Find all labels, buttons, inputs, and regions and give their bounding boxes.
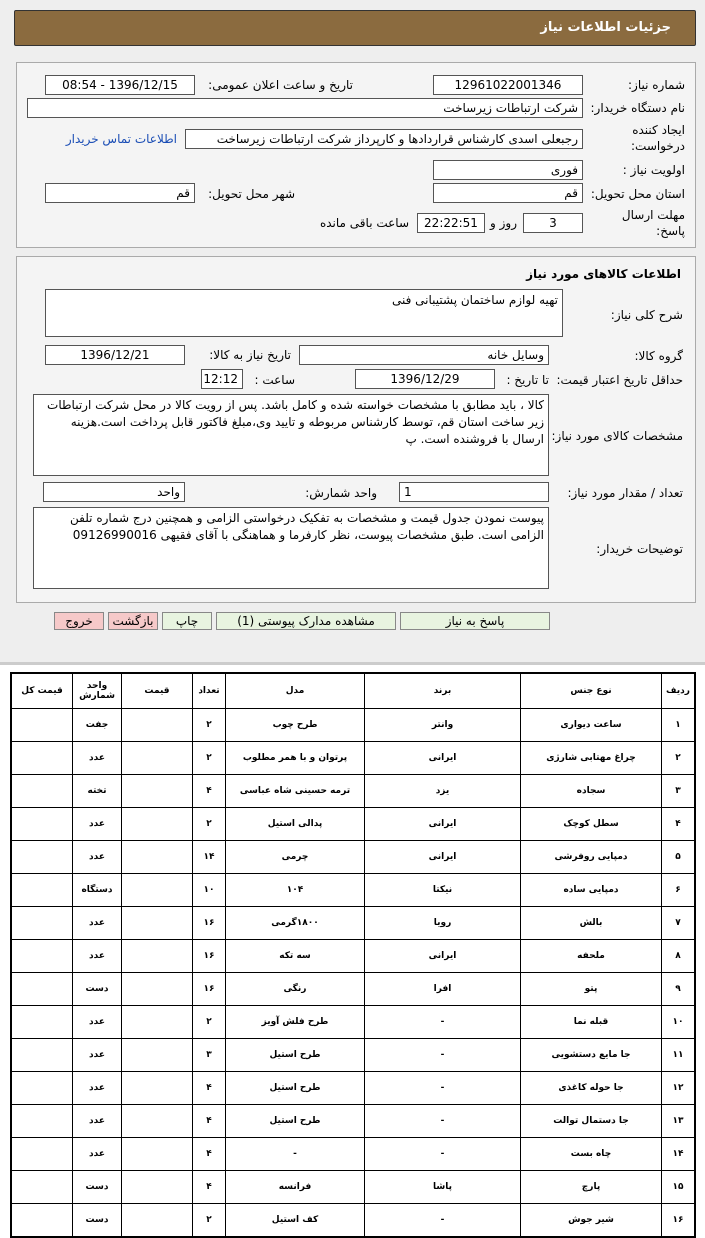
cell-quantity: ۱۶ <box>193 973 226 1006</box>
cell-unit: عدد <box>73 940 122 973</box>
cell-item-type: ساعت دیواری <box>521 709 662 742</box>
cell-row-number: ۵ <box>662 841 696 874</box>
table-row <box>11 1171 695 1204</box>
province-field: قم <box>433 183 583 203</box>
goods-panel <box>16 256 696 603</box>
group-label: گروه کالا: <box>634 349 683 363</box>
qty-label: تعداد / مقدار مورد نیاز: <box>567 486 683 500</box>
cell-row-number: ۱۵ <box>662 1171 696 1204</box>
buyer-org-label: نام دستگاه خریدار: <box>590 101 685 115</box>
deadline-label-2: پاسخ: <box>656 224 685 238</box>
cell-item-type: دمپایی ساده <box>521 874 662 907</box>
cell-item-type: قبله نما <box>521 1006 662 1039</box>
summary-label: شرح کلی نیاز: <box>610 308 683 322</box>
cell-row-number: ۱۴ <box>662 1138 696 1171</box>
print-button[interactable]: چاپ <box>162 612 212 630</box>
cell-total-price <box>11 1204 73 1238</box>
cell-unit: دست <box>73 1171 122 1204</box>
days-field: 3 <box>523 213 583 233</box>
page-header <box>14 10 696 46</box>
cell-quantity: ۴ <box>193 775 226 808</box>
creator-label-1: ایجاد کننده <box>632 123 685 137</box>
cell-row-number: ۱۰ <box>662 1006 696 1039</box>
cell-price <box>122 940 193 973</box>
table-row <box>11 808 695 841</box>
table-row <box>11 1105 695 1138</box>
cell-unit: عدد <box>73 1006 122 1039</box>
cell-item-type: چاه بست <box>521 1138 662 1171</box>
cell-unit: عدد <box>73 907 122 940</box>
cell-brand: نیکتا <box>365 874 521 907</box>
col-model: مدل <box>226 673 365 709</box>
notes-field: پیوست نمودن جدول قیمت و مشخصات به تفکیک درخواستی الزامی و همچنین درج شماره تلفن الزامی است. طبق مشخصات پیوست، نظر کارفرما و هماهنگی با آقای فقیهی 09126990016 <box>33 507 549 589</box>
cell-total-price <box>11 1105 73 1138</box>
cell-item-type: ملحفه <box>521 940 662 973</box>
qty-field: 1 <box>399 482 549 502</box>
cell-model: طرح فلش آویز <box>226 1006 365 1039</box>
cell-unit: جفت <box>73 709 122 742</box>
cell-brand: - <box>365 1204 521 1238</box>
cell-unit: عدد <box>73 1138 122 1171</box>
cell-item-type: شیر جوش <box>521 1204 662 1238</box>
cell-row-number: ۲ <box>662 742 696 775</box>
table-row <box>11 775 695 808</box>
col-unit: واحد شمارش <box>73 673 122 709</box>
cell-total-price <box>11 940 73 973</box>
cell-total-price <box>11 973 73 1006</box>
cell-quantity: ۲ <box>193 808 226 841</box>
cell-model: پدالی استیل <box>226 808 365 841</box>
need-date-field: 1396/12/21 <box>45 345 185 365</box>
cell-total-price <box>11 1006 73 1039</box>
back-button[interactable]: بازگشت <box>108 612 158 630</box>
table-row <box>11 709 695 742</box>
table-row <box>11 1138 695 1171</box>
cell-item-type: جا حوله کاغذی <box>521 1072 662 1105</box>
table-row <box>11 940 695 973</box>
cell-price <box>122 841 193 874</box>
cell-model: طرح استیل <box>226 1072 365 1105</box>
cell-price <box>122 775 193 808</box>
cell-total-price <box>11 874 73 907</box>
cell-unit: عدد <box>73 841 122 874</box>
cell-model: طرح استیل <box>226 1039 365 1072</box>
table-row <box>11 742 695 775</box>
attachments-button[interactable]: مشاهده مدارک پیوستی (1) <box>216 612 396 630</box>
cell-quantity: ۲ <box>193 742 226 775</box>
cell-price <box>122 973 193 1006</box>
exit-button[interactable]: خروج <box>54 612 104 630</box>
cell-model: طرح استیل <box>226 1105 365 1138</box>
col-item-type: نوع جنس <box>521 673 662 709</box>
until-date-field: 1396/12/29 <box>355 369 495 389</box>
cell-item-type: چراغ مهتابی شارژی <box>521 742 662 775</box>
cell-brand: - <box>365 1105 521 1138</box>
cell-model: ۱۰۴ <box>226 874 365 907</box>
goods-section-title: اطلاعات کالاهای مورد نیاز <box>526 267 681 281</box>
cell-quantity: ۱۶ <box>193 940 226 973</box>
province-label: استان محل تحویل: <box>590 187 685 201</box>
cell-row-number: ۱۶ <box>662 1204 696 1238</box>
cell-brand: - <box>365 1039 521 1072</box>
cell-price <box>122 808 193 841</box>
cell-total-price <box>11 775 73 808</box>
notes-label: توضیحات خریدار: <box>596 542 683 556</box>
cell-price <box>122 1171 193 1204</box>
cell-price <box>122 1039 193 1072</box>
cell-price <box>122 742 193 775</box>
cell-row-number: ۱۲ <box>662 1072 696 1105</box>
items-body <box>11 709 695 1238</box>
cell-row-number: ۳ <box>662 775 696 808</box>
table-row <box>11 1006 695 1039</box>
city-label: شهر محل تحویل: <box>208 187 295 201</box>
cell-brand: ایرانی <box>365 940 521 973</box>
cell-model: سه تکه <box>226 940 365 973</box>
col-row-number: ردیف <box>662 673 696 709</box>
table-row <box>11 1039 695 1072</box>
cell-unit: دست <box>73 1204 122 1238</box>
cell-total-price <box>11 808 73 841</box>
cell-brand: - <box>365 1138 521 1171</box>
need-number-label: شماره نیاز: <box>628 78 685 92</box>
cell-model: کف استیل <box>226 1204 365 1238</box>
cell-total-price <box>11 907 73 940</box>
cell-row-number: ۱۱ <box>662 1039 696 1072</box>
cell-total-price <box>11 1171 73 1204</box>
cell-brand: افرا <box>365 973 521 1006</box>
unit-field: واحد <box>43 482 185 502</box>
cell-quantity: ۲ <box>193 1006 226 1039</box>
cell-total-price <box>11 709 73 742</box>
cell-price <box>122 874 193 907</box>
cell-row-number: ۱ <box>662 709 696 742</box>
cell-row-number: ۱۳ <box>662 1105 696 1138</box>
cell-total-price <box>11 1039 73 1072</box>
col-total-price: قیمت کل <box>11 673 73 709</box>
cell-item-type: بالش <box>521 907 662 940</box>
cell-total-price <box>11 742 73 775</box>
cell-row-number: ۶ <box>662 874 696 907</box>
cell-price <box>122 907 193 940</box>
cell-quantity: ۴ <box>193 1105 226 1138</box>
cell-quantity: ۲ <box>193 709 226 742</box>
cell-unit: عدد <box>73 742 122 775</box>
table-row <box>11 874 695 907</box>
buyer-org-field: شرکت ارتباطات زیرساخت <box>27 98 583 118</box>
cell-brand: پاشا <box>365 1171 521 1204</box>
announce-field: 1396/12/15 - 08:54 <box>45 75 195 95</box>
table-row <box>11 1204 695 1238</box>
city-field: قم <box>45 183 195 203</box>
time-left-field: 22:22:51 <box>417 213 485 233</box>
buyer-contact-link[interactable]: اطلاعات تماس خریدار <box>65 132 177 146</box>
time-field: 12:12 <box>201 369 243 389</box>
cell-price <box>122 1006 193 1039</box>
creator-field: رجبعلی اسدی کارشناس قراردادها و کارپرداز شرکت ارتباطات زیرساخت <box>185 129 583 149</box>
cell-model: فرانسه <box>226 1171 365 1204</box>
cell-unit: دست <box>73 973 122 1006</box>
specs-label: مشخصات کالای مورد نیاز: <box>551 429 683 443</box>
cell-row-number: ۸ <box>662 940 696 973</box>
deadline-label-1: مهلت ارسال <box>621 208 685 222</box>
cell-brand: ایرانی <box>365 742 521 775</box>
days-label: روز و <box>490 216 517 230</box>
table-header-row <box>11 673 695 709</box>
cell-model: طرح چوب <box>226 709 365 742</box>
cell-quantity: ۱۴ <box>193 841 226 874</box>
validity-label: حداقل تاریخ اعتبار قیمت: <box>556 373 683 387</box>
section-divider <box>0 662 705 665</box>
cell-price <box>122 1204 193 1238</box>
cell-brand: ایرانی <box>365 808 521 841</box>
cell-unit: تخته <box>73 775 122 808</box>
cell-model: - <box>226 1138 365 1171</box>
cell-row-number: ۴ <box>662 808 696 841</box>
cell-quantity: ۴ <box>193 1171 226 1204</box>
cell-model: رنگی <box>226 973 365 1006</box>
announce-label: تاریخ و ساعت اعلان عمومی: <box>208 78 353 92</box>
cell-total-price <box>11 841 73 874</box>
cell-model: پرتوان و با همر مطلوب <box>226 742 365 775</box>
summary-field: تهیه لوازم ساختمان پشتیبانی فنی <box>45 289 563 337</box>
cell-brand: یزد <box>365 775 521 808</box>
cell-unit: دستگاه <box>73 874 122 907</box>
need-number-field: 12961022001346 <box>433 75 583 95</box>
cell-quantity: ۱۰ <box>193 874 226 907</box>
table-row <box>11 907 695 940</box>
cell-brand: - <box>365 1006 521 1039</box>
cell-item-type: پارچ <box>521 1171 662 1204</box>
col-brand: برند <box>365 673 521 709</box>
unit-label: واحد شمارش: <box>305 486 377 500</box>
creator-label-2: درخواست: <box>631 139 685 153</box>
cell-row-number: ۷ <box>662 907 696 940</box>
cell-quantity: ۲ <box>193 1204 226 1238</box>
until-date-label: تا تاریخ : <box>506 373 549 387</box>
cell-item-type: سطل کوچک <box>521 808 662 841</box>
time-left-label: ساعت باقی مانده <box>319 216 409 230</box>
cell-item-type: سجاده <box>521 775 662 808</box>
need-date-label: تاریخ نیاز به کالا: <box>209 348 291 362</box>
cell-item-type: جا دستمال توالت <box>521 1105 662 1138</box>
cell-item-type: دمپایی روفرشی <box>521 841 662 874</box>
cell-brand: - <box>365 1072 521 1105</box>
priority-label: اولویت نیاز : <box>622 163 685 177</box>
cell-model: ترمه حسینی شاه عباسی <box>226 775 365 808</box>
cell-quantity: ۱۶ <box>193 907 226 940</box>
col-quantity: تعداد <box>193 673 226 709</box>
items-table <box>10 672 696 1238</box>
cell-price <box>122 709 193 742</box>
cell-total-price <box>11 1072 73 1105</box>
col-price: قیمت <box>122 673 193 709</box>
cell-price <box>122 1105 193 1138</box>
specs-field: کالا ، باید مطابق با مشخصات خواسته شده و کامل باشد. پس از رویت کالا در محل شرکت ارتباطات زیر ساخت استان قم، توسط کارشناس مربوطه و تایید وی،مبلغ فاکتور قابل پرداخت است.هزینه ارسال با فروشنده است. پ <box>33 394 549 476</box>
cell-model: ۱۸۰۰گرمی <box>226 907 365 940</box>
priority-field: فوری <box>433 160 583 180</box>
cell-price <box>122 1138 193 1171</box>
cell-unit: عدد <box>73 1072 122 1105</box>
cell-model: چرمی <box>226 841 365 874</box>
cell-unit: عدد <box>73 1039 122 1072</box>
cell-total-price <box>11 1138 73 1171</box>
cell-row-number: ۹ <box>662 973 696 1006</box>
page-title: جزئیات اطلاعات نیاز <box>540 20 671 35</box>
reply-button[interactable]: پاسخ به نیاز <box>400 612 550 630</box>
cell-brand: ایرانی <box>365 841 521 874</box>
cell-item-type: پتو <box>521 973 662 1006</box>
cell-unit: عدد <box>73 1105 122 1138</box>
cell-quantity: ۴ <box>193 1138 226 1171</box>
table-row <box>11 841 695 874</box>
cell-brand: رویا <box>365 907 521 940</box>
cell-quantity: ۳ <box>193 1039 226 1072</box>
cell-item-type: جا مایع دستشویی <box>521 1039 662 1072</box>
cell-quantity: ۴ <box>193 1072 226 1105</box>
cell-price <box>122 1072 193 1105</box>
table-row <box>11 1072 695 1105</box>
need-info-panel <box>16 62 696 248</box>
cell-brand: وانتر <box>365 709 521 742</box>
table-row <box>11 973 695 1006</box>
group-field: وسایل خانه <box>299 345 549 365</box>
time-label: ساعت : <box>254 373 295 387</box>
cell-unit: عدد <box>73 808 122 841</box>
